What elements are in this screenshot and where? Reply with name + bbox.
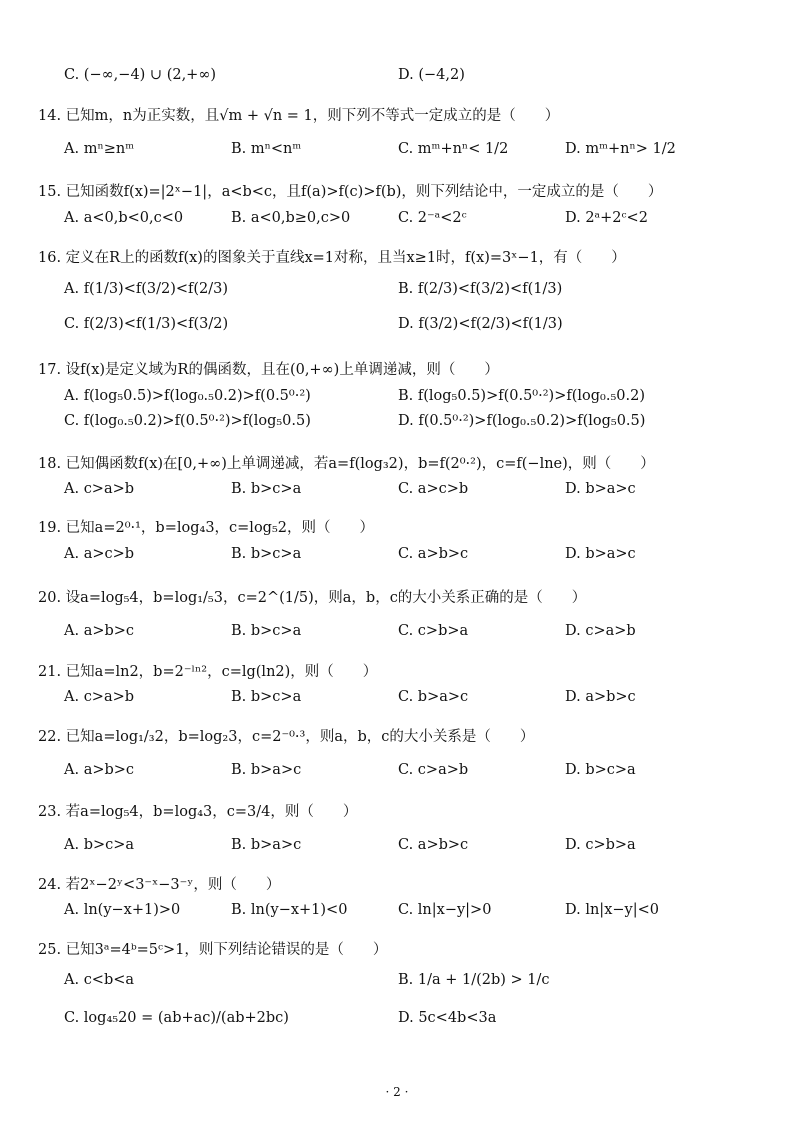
q22-option-b: B. b>a>c <box>231 762 302 778</box>
q23-stem: 23. 若a=log₅4，b=log₄3，c=3/4，则（ ） <box>38 804 358 820</box>
q21-option-a: A. c>a>b <box>64 689 135 705</box>
q19-option-a: A. a>c>b <box>64 546 135 562</box>
q25-stem: 25. 已知3ᵃ=4ᵇ=5ᶜ>1，则下列结论错误的是（ ） <box>38 942 388 958</box>
q23-option-b: B. b>a>c <box>231 837 302 853</box>
q16-option-b: B. f(2/3)<f(3/2)<f(1/3) <box>398 281 563 297</box>
q16-option-c: C. f(2/3)<f(1/3)<f(3/2) <box>64 316 229 332</box>
q21-stem: 21. 已知a=ln2，b=2⁻ˡⁿ²，c=lg(ln2)，则（ ） <box>38 664 378 680</box>
q22-option-c: C. c>a>b <box>398 762 469 778</box>
q15-stem: 15. 已知函数f(x)=|2ˣ−1|，a<b<c，且f(a)>f(c)>f(b)，则下列结论中，一定成立的是（ ） <box>38 184 663 200</box>
q15-option-a: A. a<0,b<0,c<0 <box>64 210 184 226</box>
q14-option-b: B. mⁿ<nᵐ <box>231 141 302 157</box>
q23-option-c: C. a>b>c <box>398 837 469 853</box>
q15-option-b: B. a<0,b≥0,c>0 <box>231 210 351 226</box>
q19-option-c: C. a>b>c <box>398 546 469 562</box>
q24-option-d: D. ln|x−y|<0 <box>565 902 659 918</box>
q22-option-d: D. b>c>a <box>565 762 636 778</box>
q21-option-d: D. a>b>c <box>565 689 636 705</box>
q17-option-d: D. f(0.5⁰·²)>f(log₀.₅0.2)>f(log₅0.5) <box>398 413 646 429</box>
q16-option-a: A. f(1/3)<f(3/2)<f(2/3) <box>64 281 229 297</box>
q15-option-c: C. 2⁻ᵃ<2ᶜ <box>398 210 467 226</box>
q22-stem: 22. 已知a=log₁/₃2，b=log₂3，c=2⁻⁰·³，则a，b，c的大小关系是（ ） <box>38 729 535 745</box>
q25-option-a: A. c<b<a <box>64 972 135 988</box>
q17-option-a: A. f(log₅0.5)>f(log₀.₅0.2)>f(0.5⁰·²) <box>64 388 311 404</box>
q18-option-d: D. b>a>c <box>565 481 636 497</box>
q21-option-b: B. b>c>a <box>231 689 302 705</box>
q13-option-c: C. (−∞,−4) ∪ (2,+∞) <box>64 67 217 83</box>
q25-option-d: D. 5c<4b<3a <box>398 1010 497 1026</box>
q18-option-b: B. b>c>a <box>231 481 302 497</box>
q25-option-b: B. 1/a + 1/(2b) > 1/c <box>398 972 550 988</box>
q14-stem: 14. 已知m，n为正实数，且√m + √n = 1，则下列不等式一定成立的是（ ） <box>38 108 560 124</box>
q14-option-a: A. mⁿ≥nᵐ <box>64 141 135 157</box>
q20-stem: 20. 设a=log₅4，b=log₁/₅3，c=2^(1/5)，则a，b，c的大小关系正确的是（ ） <box>38 590 587 606</box>
q21-option-c: C. b>a>c <box>398 689 469 705</box>
q25-option-c: C. log₄₅20 = (ab+ac)/(ab+2bc) <box>64 1010 289 1026</box>
q24-option-c: C. ln|x−y|>0 <box>398 902 492 918</box>
page-number: · 2 · <box>385 1085 409 1099</box>
q24-option-a: A. ln(y−x+1)>0 <box>64 902 181 918</box>
q13-option-d: D. (−4,2) <box>398 67 465 83</box>
q18-option-c: C. a>c>b <box>398 481 469 497</box>
q23-option-d: D. c>b>a <box>565 837 636 853</box>
q23-option-a: A. b>c>a <box>64 837 135 853</box>
q18-stem: 18. 已知偶函数f(x)在[0,+∞)上单调递减，若a=f(log₃2)，b=f(2⁰·²)，c=f(−lne)，则（ ） <box>38 456 655 472</box>
q16-option-d: D. f(3/2)<f(2/3)<f(1/3) <box>398 316 563 332</box>
q19-option-d: D. b>a>c <box>565 546 636 562</box>
q14-option-c: C. mᵐ+nⁿ< 1/2 <box>398 141 509 157</box>
q17-option-c: C. f(log₀.₅0.2)>f(0.5⁰·²)>f(log₅0.5) <box>64 413 311 429</box>
q16-stem: 16. 定义在R上的函数f(x)的图象关于直线x=1对称，且当x≥1时，f(x)=3ˣ−1，有（ ） <box>38 250 626 266</box>
q18-option-a: A. c>a>b <box>64 481 135 497</box>
q20-option-a: A. a>b>c <box>64 623 135 639</box>
q15-option-d: D. 2ᵃ+2ᶜ<2 <box>565 210 648 226</box>
q20-option-b: B. b>c>a <box>231 623 302 639</box>
q20-option-c: C. c>b>a <box>398 623 469 639</box>
q24-stem: 24. 若2ˣ−2ʸ<3⁻ˣ−3⁻ʸ，则（ ） <box>38 877 281 893</box>
q20-option-d: D. c>a>b <box>565 623 636 639</box>
q17-stem: 17. 设f(x)是定义域为R的偶函数，且在(0,+∞)上单调递减，则（ ） <box>38 362 499 378</box>
q22-option-a: A. a>b>c <box>64 762 135 778</box>
q19-option-b: B. b>c>a <box>231 546 302 562</box>
q24-option-b: B. ln(y−x+1)<0 <box>231 902 348 918</box>
q14-option-d: D. mᵐ+nⁿ> 1/2 <box>565 141 676 157</box>
q17-option-b: B. f(log₅0.5)>f(0.5⁰·²)>f(log₀.₅0.2) <box>398 388 645 404</box>
q19-stem: 19. 已知a=2⁰·¹，b=log₄3，c=log₅2，则（ ） <box>38 520 374 536</box>
